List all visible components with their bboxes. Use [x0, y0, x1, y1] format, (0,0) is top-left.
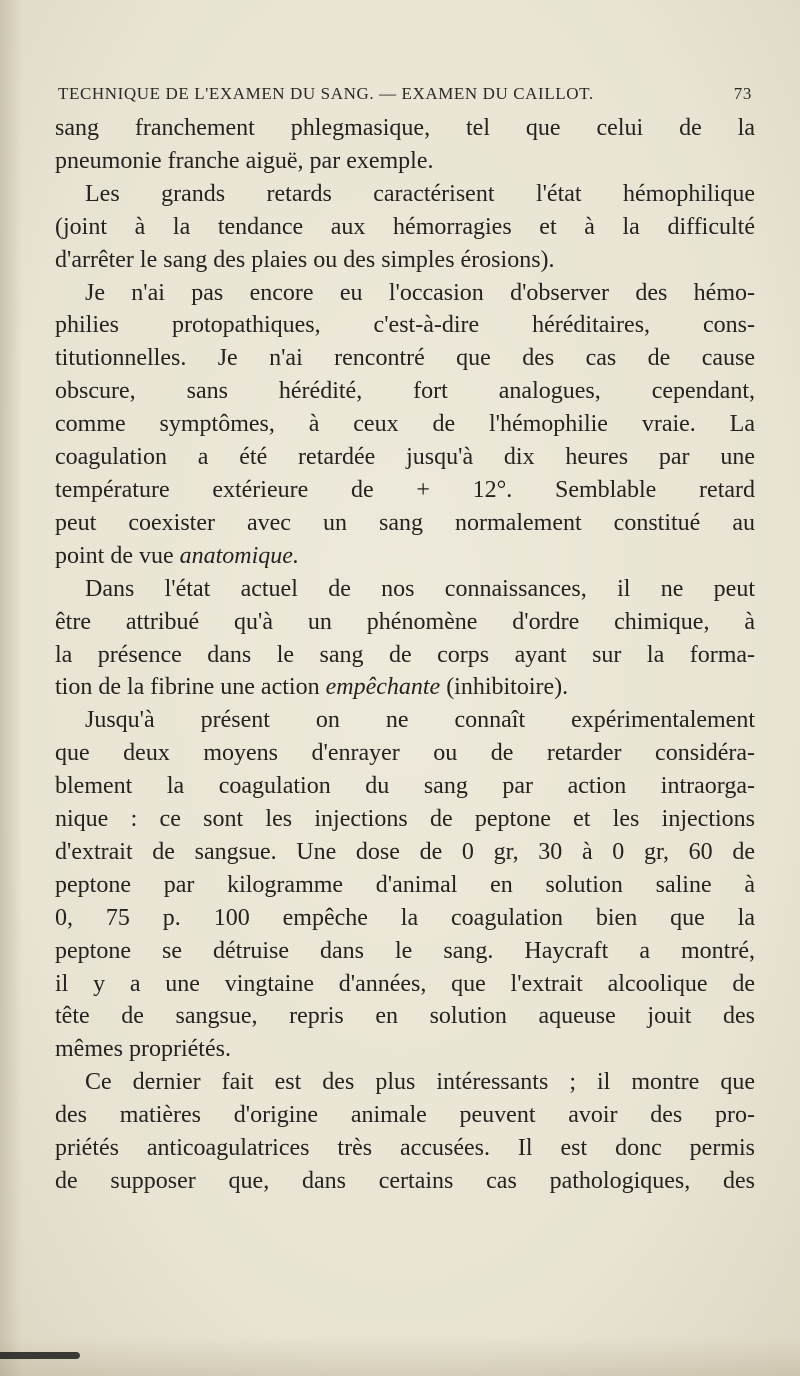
text-line: Ce dernier fait est des plus intéressants ; il montre que [85, 1069, 755, 1096]
text-line: pneumonie franche aiguë, par exemple. [55, 147, 434, 174]
text-line [55, 540, 755, 573]
text-fragment: tion de la fibrine une action [55, 674, 320, 701]
text-line: philies protopathiques, c'est-à-dire héréditaires, cons- [55, 312, 755, 339]
binding-edge-mark [0, 1352, 80, 1359]
text-line: mêmes propriétés. [55, 1036, 231, 1063]
text-line: être attribué qu'à un phénomène d'ordre chimique, à [55, 608, 755, 635]
text-line: blement la coagulation du sang par action intraorga- [55, 773, 755, 800]
text-line: titutionnelles. Je n'ai rencontré que des cas de cause [55, 345, 755, 372]
text-line: (joint à la tendance aux hémorragies et à la difficulté [55, 213, 755, 240]
italic-term: empêchante [325, 674, 441, 701]
text-fragment: (inhibitoire). [446, 674, 569, 701]
text-line: que deux moyens d'enrayer ou de retarder considéra- [55, 740, 755, 767]
text-line: Jusqu'à présent on ne connaît expérimentalement [85, 707, 755, 734]
text-line: 0, 75 p. 100 empêche la coagulation bien que la [55, 904, 755, 931]
italic-term: anatomique. [179, 542, 299, 569]
running-header [58, 84, 752, 104]
page-bottom-shadow [0, 1336, 800, 1376]
text-line: d'arrêter le sang des plaies ou des simples érosions). [55, 246, 555, 273]
text-line: Les grands retards caractérisent l'état hémophilique [85, 180, 755, 207]
text-line [55, 671, 755, 704]
text-line: il y a une vingtaine d'années, que l'extrait alcoolique de [55, 970, 755, 997]
text-line: obscure, sans hérédité, fort analogues, cependant, [55, 378, 755, 405]
text-line: nique : ce sont les injections de peptone et les injections [55, 806, 755, 833]
text-line: peut coexister avec un sang normalement constitué au [55, 509, 755, 536]
text-line: des matières d'origine animale peuvent avoir des pro- [55, 1102, 755, 1129]
text-line: Dans l'état actuel de nos connaissances, il ne peut [85, 575, 755, 602]
text-fragment: point de vue [55, 542, 174, 569]
text-line: sang franchement phlegmasique, tel que celui de la [55, 115, 755, 141]
text-line: température extérieure de + 12°. Semblable retard [55, 476, 755, 503]
running-title: TECHNIQUE DE L'EXAMEN DU SANG. — EXAMEN DU CAILLOT. [58, 84, 594, 103]
page-gutter-shadow [0, 0, 22, 1376]
text-line: comme symptômes, à ceux de l'hémophilie vraie. La [55, 411, 755, 438]
page-number: 73 [733, 84, 752, 103]
text-line: priétés anticoagulatrices très accusées. Il est donc permis [55, 1135, 755, 1162]
text-line: d'extrait de sangsue. Une dose de 0 gr, 30 à 0 gr, 60 de [55, 838, 755, 865]
text-line: la présence dans le sang de corps ayant sur la forma- [55, 641, 755, 668]
text-line: de supposer que, dans certains cas pathologiques, des [55, 1168, 755, 1194]
text-line: Je n'ai pas encore eu l'occasion d'observer des hémo- [85, 279, 755, 306]
text-line: tête de sangsue, repris en solution aqueuse jouit des [55, 1003, 755, 1030]
body-text [55, 112, 755, 1198]
text-line: peptone se détruise dans le sang. Haycraft a montré, [55, 937, 755, 964]
text-line: coagulation a été retardée jusqu'à dix heures par une [55, 444, 755, 471]
text-line: peptone par kilogramme d'animal en solution saline à [55, 871, 755, 898]
